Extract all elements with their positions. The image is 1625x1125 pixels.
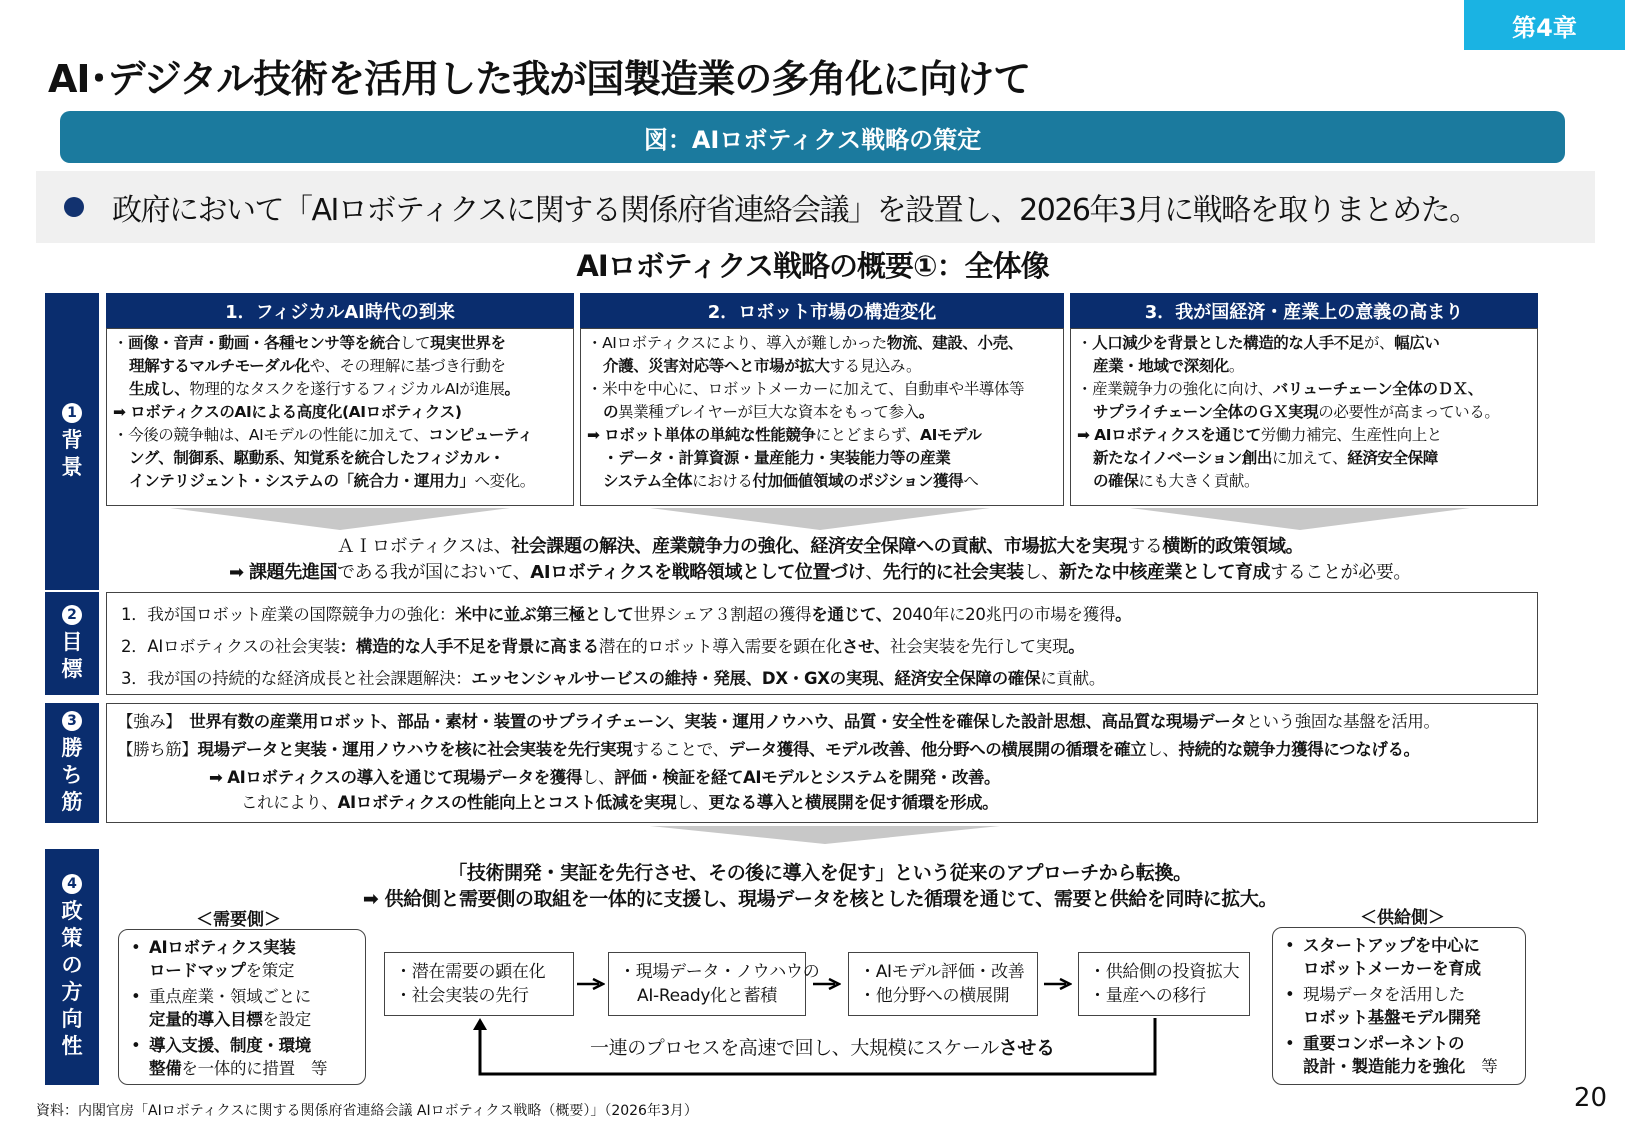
section-label-char: 方	[61, 980, 83, 1004]
column-line: 理解するマルチモーダル化や、その理解に基づき行動を	[129, 357, 506, 375]
process-step-1	[384, 952, 574, 1016]
column-line: 産業・地域で深刻化。	[1093, 357, 1245, 375]
column-line: ➡ AIロボティクスを通じて労働力補完、生産性向上と	[1077, 426, 1442, 444]
column-line: インテリジェント・システムの「統合力・運用力」へ変化。	[129, 472, 535, 490]
winning-path-line: 【勝ち筋】現場データと実装・運用ノウハウを核に社会実装を先行実現することで、データ獲得、モデル改善、他分野への横展開の循環を確立し、持続的な競争力獲得につなげる。	[117, 740, 1420, 759]
down-chevron-2	[650, 508, 990, 530]
list-item: • AIロボティクス実装 ロードマップを策定	[127, 936, 357, 982]
right-arrow-icon	[1044, 978, 1072, 990]
column-line: ・産業競争力の強化に向け、バリューチェーン全体のＤＸ、	[1077, 380, 1483, 398]
overview-title: AIロボティクス戦略の概要①：全体像	[576, 249, 1049, 283]
process-line: ・現場データ・ノウハウの	[619, 962, 820, 982]
process-line: ・AIモデル評価・改善	[859, 962, 1025, 982]
list-item: • 重点産業・領域ごとに 定量的導入目標を設定	[127, 985, 357, 1031]
column-line: の確保にも大きく貢献。	[1093, 472, 1260, 490]
supply-side-box	[1272, 927, 1526, 1085]
section-label-char: の	[61, 953, 83, 977]
section-label-char: 景	[61, 454, 83, 479]
goals-box	[106, 592, 1538, 695]
source-note: 資料：内閣官房「AIロボティクスに関する関係府省連絡会議 AIロボティクス戦略（概要）」（2026年3月）	[36, 1103, 698, 1119]
column-line: 新たなイノベーション創出に加えて、経済安全保障	[1093, 449, 1438, 467]
column-line: ング、制御系、駆動系、知覚系を統合したフィジカル・	[129, 449, 505, 467]
column-line: の異業種プレイヤーが巨大な資本をもって参入。	[603, 403, 934, 421]
process-line: ・潜在需要の顕在化	[395, 962, 546, 982]
goal-item-3: 3．我が国の持続的な経済成長と社会課題解決：エッセンシャルサービスの維持・発展、DX・GXの実現、経済安全保障の確保に貢献。	[121, 669, 1106, 688]
column-line: ➡ ロボティクスのAIによる高度化(AIロボティクス)	[113, 403, 462, 421]
section-number-badge: 2	[62, 605, 82, 625]
chapter-tag: 第4章	[1464, 0, 1625, 50]
list-item: • スタートアップを中心に ロボットメーカーを育成	[1281, 934, 1517, 980]
winning-box	[106, 703, 1538, 823]
column-header-2: 2．ロボット市場の構造変化	[580, 293, 1064, 328]
process-line: ・供給側の投資拡大	[1089, 962, 1240, 982]
list-item: • 重要コンポーネントの 設計・製造能力を強化 等	[1281, 1032, 1517, 1078]
page-number: 20	[1573, 1083, 1607, 1113]
winning-cycle-line: これにより、AIロボティクスの性能向上とコスト低減を実現し、更なる導入と横展開を促す循環を形成。	[241, 793, 999, 812]
process-step-2	[608, 952, 820, 1016]
section-label-winning	[45, 703, 99, 823]
process-line: ・他分野への横展開	[859, 986, 1010, 1006]
supply-list	[1281, 934, 1517, 1078]
section-number-badge: 3	[62, 711, 82, 731]
demand-list	[127, 936, 357, 1080]
column-body-2	[580, 328, 1064, 506]
column-line: 介護、災害対応等へと市場が拡大する見込み。	[603, 357, 922, 375]
section-label-char: 標	[61, 656, 83, 681]
section-label-char: 目	[61, 629, 83, 654]
background-summary-line1: ＡＩロボティクスは、社会課題の解決、産業競争力の強化、経済安全保障への貢献、市場拡大を実現する横断的政策領域。	[336, 536, 1304, 557]
section-label-char: ち	[61, 762, 83, 787]
section-label-char: 筋	[61, 789, 83, 814]
goal-item-2: 2．AIロボティクスの社会実装：構造的な人手不足を背景に高まる潜在的ロボット導入需要を顕在化させ、社会実装を先行して実現。	[121, 637, 1085, 656]
section-label-char: 向	[61, 1007, 83, 1031]
column-line: ・画像・音声・動画・各種センサ等を統合して現実世界を	[113, 334, 506, 352]
goal-item-1: 1．我が国ロボット産業の国際競争力の強化：米中に並ぶ第三極として世界シェア３割超の獲得を通じて、2040年に20兆円の市場を獲得。	[121, 605, 1132, 624]
down-chevron-4	[650, 826, 1000, 844]
section-label-goals	[45, 592, 99, 695]
process-step-3	[848, 952, 1038, 1016]
background-summary-line2: ➡ 課題先進国である我が国において、AIロボティクスを戦略領域として位置づけ、先行的に社会実装し、新たな中核産業として育成することが必要。	[229, 562, 1411, 583]
column-line: ・人口減少を背景とした構造的な人手不足が、幅広い	[1077, 334, 1440, 352]
section-label-background	[45, 293, 99, 590]
supply-side-label: ＜供給側＞	[1360, 908, 1445, 928]
down-chevron-3	[1130, 508, 1470, 530]
section-label-char: 性	[61, 1034, 83, 1058]
column-body-3	[1070, 328, 1538, 506]
section-label-char: 策	[61, 926, 83, 950]
down-chevron-1	[170, 508, 510, 530]
section-label-char: 政	[61, 899, 83, 923]
right-arrow-icon	[577, 978, 605, 990]
section-label-char: 勝	[61, 735, 83, 760]
column-body-1	[106, 328, 574, 506]
column-line: ➡ ロボット単体の単純な性能競争にとどまらず、AIモデル	[587, 426, 982, 444]
column-line: ・米中を中心に、ロボットメーカーに加えて、自動車や半導体等	[587, 380, 1025, 398]
loop-text: 一連のプロセスを高速で回し、大規模にスケールさせる	[590, 1037, 1055, 1059]
column-line: システム全体における付加価値領域のポジション獲得へ	[603, 472, 979, 490]
column-line: ・今後の競争軸は、AIモデルの性能に加えて、コンピューティ	[113, 426, 533, 444]
process-step-4	[1078, 952, 1250, 1016]
section-number-badge: 1	[62, 403, 82, 423]
section-label-policy	[45, 849, 99, 1085]
list-item: • 現場データを活用した ロボット基盤モデル開発	[1281, 983, 1517, 1029]
section-number-badge: 4	[62, 874, 82, 894]
section-label-char: 背	[61, 427, 83, 452]
bullet-icon	[64, 197, 84, 217]
winning-arrow-line: ➡ AIロボティクスの導入を通じて現場データを獲得し、評価・検証を経てAIモデルとシステムを開発・改善。	[209, 768, 1001, 787]
right-arrow-icon	[813, 978, 841, 990]
column-header-1: 1．フィジカルAI時代の到来	[106, 293, 574, 328]
policy-head-line1: 「技術開発・実証を先行させ、その後に導入を促す」という従来のアプローチから転換。	[448, 862, 1192, 884]
column-line: 生成し、物理的なタスクを遂行するフィジカルAIが進展。	[129, 380, 520, 398]
lead-text: 政府において「AIロボティクスに関する関係府省連絡会議」を設置し、2026年3月に戦略を取りまとめた。	[112, 193, 1478, 228]
lead-box	[36, 171, 1595, 243]
policy-head-line2: ➡ 供給側と需要側の取組を一体的に支援し、現場データを核とした循環を通じて、需要と供給を同時に拡大。	[362, 888, 1278, 910]
strength-line: 【強み】 世界有数の産業用ロボット、部品・素材・装置のサプライチェーン、実装・運用ノウハウ、品質・安全性を確保した設計思想、高品質な現場データという強固な基盤を活用。	[117, 712, 1440, 731]
column-line: ・AIロボティクスにより、導入が難しかった物流、建設、小売、	[587, 334, 1023, 352]
page-title: AI･デジタル技術を活用した我が国製造業の多角化に向けて	[48, 57, 1031, 101]
column-header-3: 3．我が国経済・産業上の意義の高まり	[1070, 293, 1538, 328]
figure-banner: 図：AIロボティクス戦略の策定	[60, 111, 1565, 163]
process-line: ・量産への移行	[1089, 986, 1206, 1006]
list-item: • 導入支援、制度・環境 整備を一体的に措置 等	[127, 1034, 357, 1080]
process-line: AI-Ready化と蓄積	[637, 986, 777, 1006]
column-line: ・データ・計算資源・量産能力・実装能力等の産業	[603, 449, 951, 467]
process-line: ・社会実装の先行	[395, 986, 529, 1006]
column-line: サプライチェーン全体のＧＸ実現の必要性が高まっている。	[1093, 403, 1500, 421]
demand-side-label: ＜需要側＞	[196, 910, 281, 930]
demand-side-box	[118, 929, 366, 1085]
